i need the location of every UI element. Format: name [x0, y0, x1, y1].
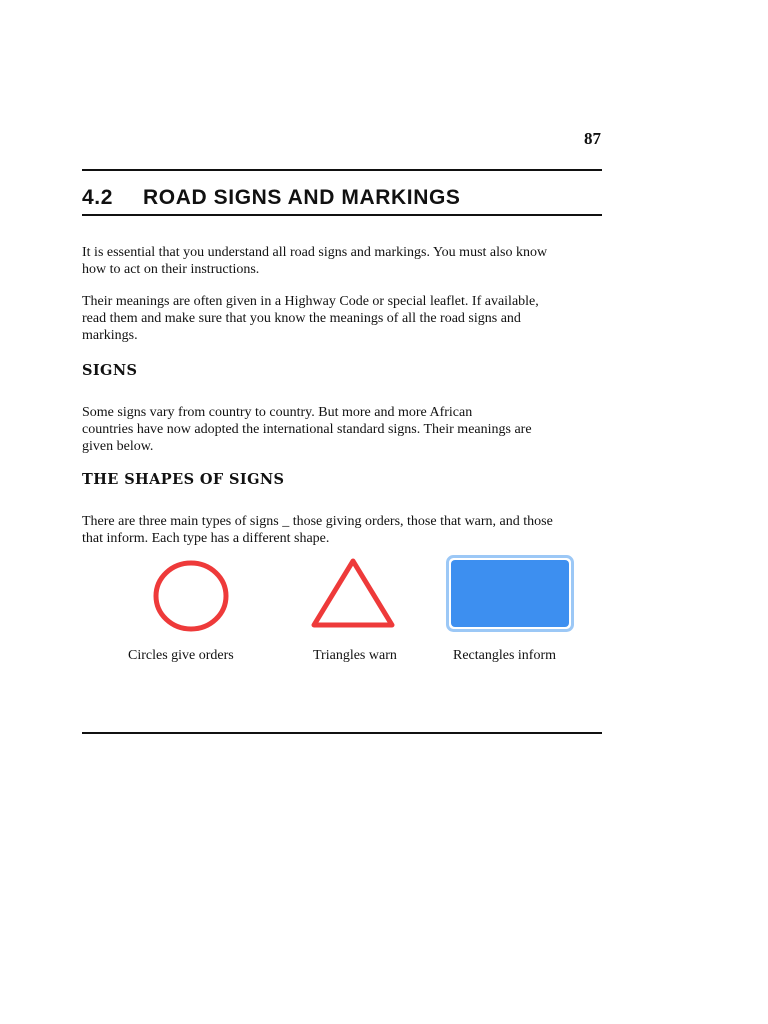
circle-sign-icon [150, 558, 232, 634]
shapes-heading: THE SHAPES OF SIGNS [82, 471, 285, 488]
signs-line: Some signs vary from country to country. But more and more African [82, 405, 473, 420]
circle-caption: Circles give orders [128, 648, 234, 663]
heading-underline [82, 214, 602, 216]
signs-heading: SIGNS [82, 362, 138, 379]
intro-paragraph [82, 244, 602, 278]
bottom-rule [82, 732, 602, 734]
section-title: ROAD SIGNS AND MARKINGS [143, 186, 461, 209]
signs-paragraph [82, 404, 602, 455]
highway-code-line: read them and make sure that you know the meanings of all the road signs and [82, 311, 521, 326]
intro-line: how to act on their instructions. [82, 262, 260, 277]
page-number: 87 [584, 129, 601, 148]
triangle-sign-icon [308, 555, 398, 631]
intro-line: It is essential that you understand all road signs and markings. You must also know [82, 245, 548, 260]
highway-code-line: markings. [82, 328, 138, 343]
rectangle-caption: Rectangles inform [453, 648, 557, 663]
shapes-line: There are three main types of signs _ those giving orders, those that warn, and those [82, 514, 553, 529]
signs-line: countries have now adopted the international standard signs. Their meanings are [82, 422, 532, 437]
highway-code-paragraph [82, 293, 602, 344]
triangle-caption: Triangles warn [313, 648, 397, 663]
shapes-paragraph [82, 513, 602, 547]
top-rule [82, 169, 602, 171]
signs-line: given below. [82, 439, 154, 454]
shapes-line: that inform. Each type has a different shape. [82, 531, 330, 546]
section-number: 4.2 [82, 186, 113, 209]
rectangle-sign-icon [446, 555, 574, 632]
section-heading [82, 186, 461, 210]
highway-code-line: Their meanings are often given in a Highway Code or special leaflet. If available, [82, 294, 539, 309]
